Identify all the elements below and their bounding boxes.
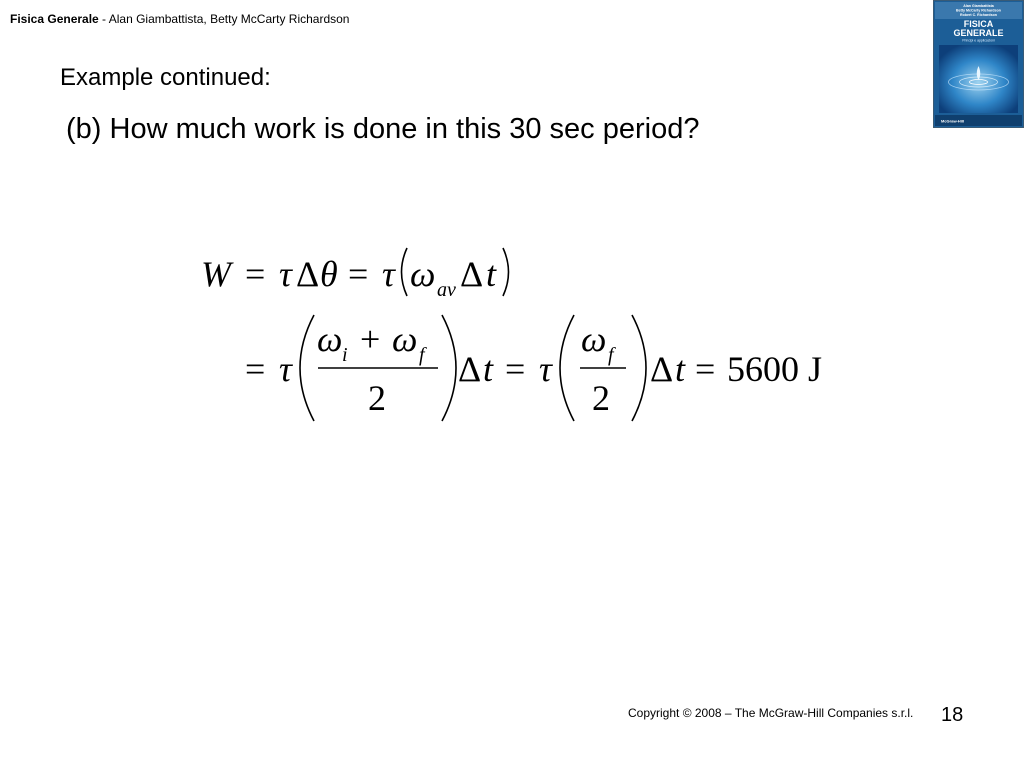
eq-omega: ω bbox=[410, 254, 436, 294]
eq-equals: = bbox=[245, 254, 266, 294]
cover-author-2: Betty McCarty Richardson bbox=[956, 8, 1001, 13]
eq-omega: ω bbox=[392, 319, 418, 359]
page-number: 18 bbox=[941, 704, 964, 726]
eq-equals: = bbox=[505, 349, 526, 389]
eq-delta: Δ bbox=[458, 349, 482, 389]
eq-result-value: 5600 bbox=[727, 349, 799, 389]
left-paren-large bbox=[560, 315, 574, 421]
eq-tau: τ bbox=[539, 349, 552, 389]
eq-symbol-W: W bbox=[201, 254, 231, 294]
eq-equals: = bbox=[695, 349, 716, 389]
eq-equals: = bbox=[348, 254, 369, 294]
header-authors: - Alan Giambattista, Betty McCarty Richardson bbox=[98, 12, 350, 26]
eq-plus: + bbox=[360, 319, 381, 359]
cover-author-3: Robert C. Richardson bbox=[960, 13, 997, 17]
left-paren bbox=[402, 248, 408, 296]
eq-subscript-i: i bbox=[342, 344, 348, 366]
eq-subscript-av: av bbox=[437, 279, 456, 301]
eq-tau: τ bbox=[279, 254, 292, 294]
eq-denominator: 2 bbox=[368, 378, 386, 418]
eq-omega: ω bbox=[317, 319, 343, 359]
eq-tau: τ bbox=[279, 349, 292, 389]
book-title: Fisica Generale bbox=[10, 12, 99, 26]
eq-delta: Δ bbox=[650, 349, 674, 389]
equation-line-1 bbox=[201, 248, 509, 301]
equation-line-2 bbox=[245, 315, 822, 421]
cover-author-1: Alan Giambattista bbox=[963, 4, 994, 8]
eq-equals: = bbox=[245, 349, 266, 389]
eq-tau: τ bbox=[382, 254, 395, 294]
cover-title-1: FISICA bbox=[963, 19, 994, 29]
eq-t: t bbox=[675, 349, 686, 389]
eq-subscript-f: f bbox=[608, 344, 614, 366]
right-paren bbox=[503, 248, 509, 296]
eq-theta: θ bbox=[320, 254, 338, 294]
right-paren-large bbox=[632, 315, 646, 421]
left-paren-large bbox=[300, 315, 314, 421]
eq-subscript-f: f bbox=[419, 344, 425, 366]
eq-t: t bbox=[486, 254, 497, 294]
cover-subtitle: Principi e applicazioni bbox=[962, 38, 995, 43]
slide-question: (b) How much work is done in this 30 sec period? bbox=[66, 113, 700, 145]
eq-delta: Δ bbox=[296, 254, 320, 294]
copyright-notice: Copyright © 2008 – The McGraw-Hill Companies s.r.l. bbox=[628, 706, 914, 720]
cover-publisher: McGraw-Hill bbox=[941, 118, 965, 124]
cover-title-2: GENERALE bbox=[953, 28, 1004, 38]
eq-denominator: 2 bbox=[592, 378, 610, 418]
right-paren-large bbox=[442, 315, 456, 421]
eq-omega: ω bbox=[581, 319, 607, 359]
book-cover-image bbox=[933, 0, 1024, 128]
eq-delta: Δ bbox=[460, 254, 484, 294]
eq-t: t bbox=[483, 349, 494, 389]
slide-heading: Example continued: bbox=[60, 64, 271, 91]
eq-result-unit: J bbox=[808, 349, 823, 389]
